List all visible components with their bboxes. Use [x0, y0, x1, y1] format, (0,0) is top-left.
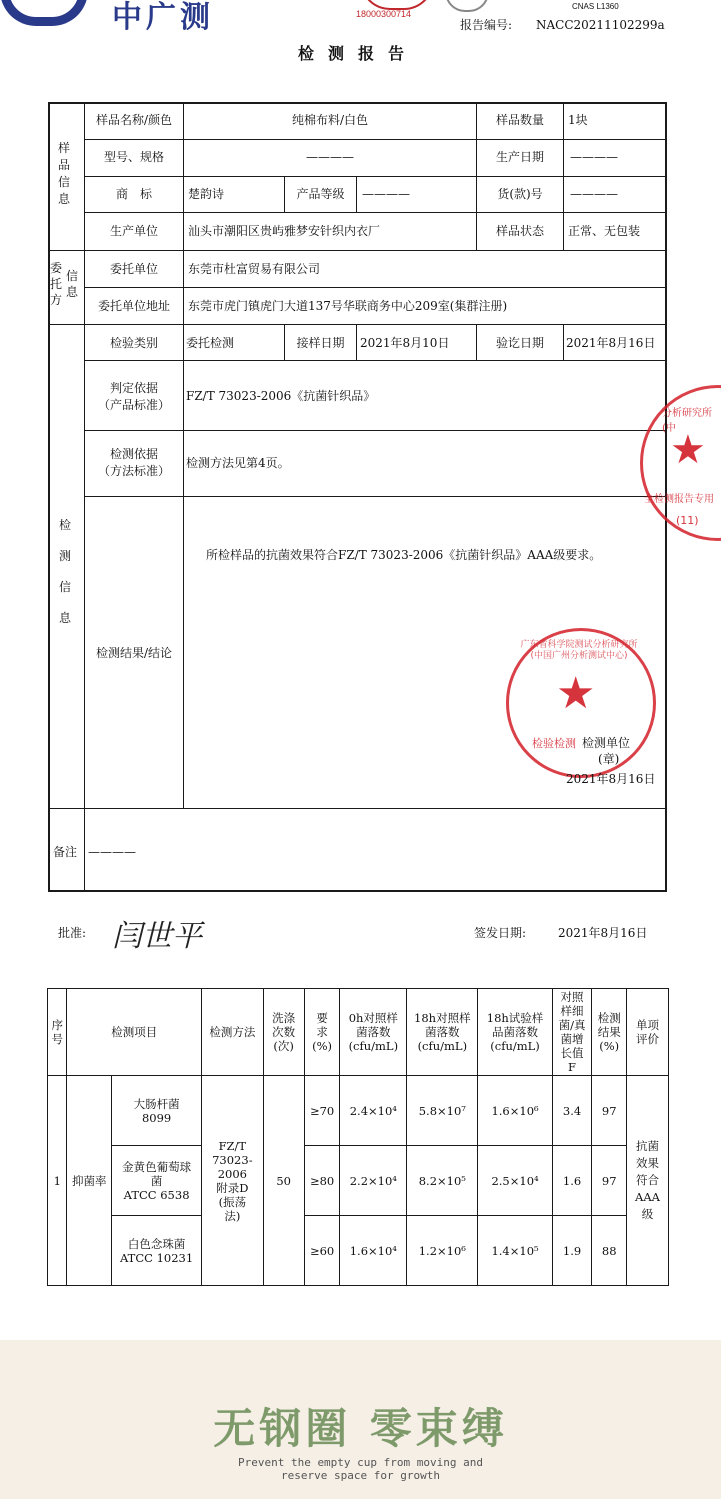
brand-label: 商 标: [115, 187, 152, 201]
remarks-value: ————: [88, 845, 136, 859]
basis-value: FZ/T 73023-2006《抗菌针织品》: [186, 389, 376, 403]
organism-cell: [112, 1216, 202, 1286]
method-label: 检测依据: [109, 447, 158, 461]
header-cell: 检测项目: [67, 989, 202, 1076]
form-border-left: [48, 102, 50, 892]
organism-strain: 8099: [141, 1110, 172, 1125]
h18t-cell: 1.4×10⁵: [478, 1216, 552, 1286]
seal-unit-sub: (章): [598, 752, 620, 766]
test-type-label: 检验类别: [109, 336, 158, 350]
state-label: 样品状态: [495, 224, 544, 238]
hline: [84, 139, 666, 140]
evaluation-cell: 抗菌效果符合AAA级: [627, 1076, 669, 1286]
table-row: [48, 1216, 669, 1286]
req-cell: ≥70: [304, 1076, 340, 1146]
sign-date-value: 2021年8月16日: [558, 926, 648, 940]
client-address-label: 委托单位地址: [97, 299, 170, 313]
vline: [563, 102, 564, 250]
header-cell: 对照样细菌/真菌增长值F: [552, 989, 592, 1076]
grade-value: ————: [362, 187, 410, 201]
client-unit-label: 委托单位: [109, 262, 158, 276]
logo: [0, 0, 230, 35]
page-title: 检测报告: [298, 44, 419, 63]
organism-strain: ATCC 10231: [119, 1250, 194, 1265]
organism-cell: [112, 1076, 202, 1146]
organism-name: 大肠杆菌: [133, 1096, 180, 1111]
model-label: 型号、规格: [103, 150, 164, 164]
seal-unit-label: 检测单位: [582, 736, 631, 750]
header-cell: 序号: [48, 989, 67, 1076]
h0-cell: 2.4×10⁴: [340, 1076, 407, 1146]
organism-cell: [112, 1146, 202, 1216]
producer-value: 汕头市潮阳区贵屿雅梦安针织内衣厂: [188, 224, 381, 238]
f-cell: 3.4: [552, 1076, 592, 1146]
header-cell: 检测方法: [202, 989, 263, 1076]
category-cell: 抑菌率: [67, 1076, 112, 1286]
logo-mark-icon: [0, 0, 88, 26]
hline: [84, 212, 666, 213]
h18c-cell: 8.2×10⁵: [407, 1146, 478, 1216]
edge-seal-text: 分析研究所(中: [662, 408, 712, 434]
mfg-date-label: 生产日期: [495, 150, 544, 164]
sign-date-label: 签发日期:: [474, 926, 527, 940]
brand-value: 楚韵诗: [188, 187, 225, 201]
result-cell: 97: [592, 1076, 627, 1146]
header-cell: 洗涤次数(次): [263, 989, 304, 1076]
row-index: 1: [48, 1076, 67, 1286]
finish-date-value: 2021年8月16日: [566, 336, 656, 350]
hline: [84, 430, 666, 431]
report-no: NACC20211102299a: [536, 18, 665, 32]
vline: [84, 102, 85, 890]
hline: [84, 176, 666, 177]
seal-bottom-text: 检验检测: [532, 737, 576, 750]
edge-star-icon: ★: [670, 427, 706, 473]
header-cell: 单项评价: [627, 989, 669, 1076]
hline: [48, 250, 666, 251]
table-row: [48, 1076, 669, 1146]
client-group-label-b: 信息: [66, 269, 79, 299]
f-cell: 1.9: [552, 1216, 592, 1286]
sample-name-value: 纯棉布料/白色: [291, 113, 369, 127]
results-table: [47, 988, 669, 1286]
table-header-row: [48, 989, 669, 1076]
header-cell: 检测结果(%): [592, 989, 627, 1076]
h0-cell: 1.6×10⁴: [340, 1216, 407, 1286]
hline: [84, 360, 666, 361]
header-cell: 18h试验样品菌落数(cfu/mL): [478, 989, 552, 1076]
report-no-label: 报告编号:: [460, 18, 513, 32]
state-value: 正常、无包装: [568, 224, 641, 238]
model-value: ————: [306, 150, 354, 164]
h0-cell: 2.2×10⁴: [340, 1146, 407, 1216]
organism-name: 白色念珠菌: [127, 1236, 186, 1251]
form-border-bottom: [48, 890, 667, 892]
header-cell: 0h对照样菌落数(cfu/mL): [340, 989, 407, 1076]
test-type-value: 委托检测: [186, 336, 235, 350]
hline: [84, 287, 666, 288]
client-group-label-a: 委托方: [50, 261, 63, 307]
sample-qty-label: 样品数量: [495, 113, 544, 127]
organism-name: 金黄色葡萄球菌: [122, 1159, 192, 1188]
form-border-top: [48, 102, 667, 104]
f-cell: 1.6: [552, 1146, 592, 1216]
star-icon: ★: [556, 668, 596, 719]
cnas-label: CNAS L1360: [572, 2, 619, 11]
edge-seal-num: (11): [676, 514, 699, 527]
article-value: ————: [570, 187, 618, 201]
result-cell: 97: [592, 1146, 627, 1216]
seal-text: 广东省科学院测试分析研究所(中国广州分析测试中心): [520, 640, 638, 661]
h18c-cell: 1.2×10⁶: [407, 1216, 478, 1286]
req-cell: ≥80: [304, 1146, 340, 1216]
sample-group-label: 样品信息: [58, 141, 71, 206]
header-cell: 要求(%): [304, 989, 340, 1076]
result-cell: 88: [592, 1216, 627, 1286]
sample-name-label: 样品名称/颜色: [95, 113, 173, 127]
method-sub-label: （方法标准）: [97, 464, 170, 478]
mfg-date-value: ————: [570, 150, 618, 164]
table-row: [48, 1146, 669, 1216]
vline: [356, 324, 357, 360]
promo-subtitle-line1: Prevent the empty cup from moving and: [237, 1456, 484, 1469]
req-cell: ≥60: [304, 1216, 340, 1286]
test-group-label: 检测信息: [59, 518, 72, 625]
h18t-cell: 1.6×10⁶: [478, 1076, 552, 1146]
organism-strain: ATCC 6538: [123, 1187, 190, 1202]
hline: [48, 808, 666, 809]
basis-sub-label: （产品标准）: [97, 398, 170, 412]
vline: [356, 176, 357, 212]
basis-label: 判定依据: [109, 381, 158, 395]
producer-label: 生产单位: [109, 224, 158, 238]
grade-label: 产品等级: [296, 187, 345, 201]
article-label: 货(款)号: [497, 187, 543, 201]
cnas-seal-icon: [445, 0, 489, 12]
washes-cell: 50: [263, 1076, 304, 1286]
hline: [84, 496, 666, 497]
edge-seal-bottom: 全检测报告专用: [644, 494, 714, 505]
hline: [48, 324, 666, 325]
receive-date-value: 2021年8月10日: [360, 336, 450, 350]
vline: [563, 324, 564, 360]
remarks-label: 备注: [53, 845, 78, 859]
method-value: 检测方法见第4页。: [186, 456, 290, 470]
client-unit-value: 东莞市杜富贸易有限公司: [188, 262, 321, 276]
result-value: 所检样品的抗菌效果符合FZ/T 73023-2006《抗菌针织品》AAA级要求。: [206, 548, 602, 562]
seal-date: 2021年8月16日: [566, 772, 656, 786]
sample-qty-value: 1块: [568, 113, 588, 127]
header-cell: 18h对照样菌落数(cfu/mL): [407, 989, 478, 1076]
method-cell: FZ/T 73023-2006 附录D (振荡法): [202, 1076, 263, 1286]
logo-text: 中广测: [112, 0, 214, 35]
finish-date-label: 验讫日期: [495, 336, 544, 350]
receive-date-label: 接样日期: [296, 336, 345, 350]
hotline: 18000300714: [356, 9, 412, 19]
h18c-cell: 5.8×10⁷: [407, 1076, 478, 1146]
result-label: 检测结果/结论: [95, 646, 173, 660]
promo-subtitle-line2: reserve space for growth: [281, 1469, 440, 1482]
client-address-value: 东莞市虎门镇虎门大道137号华联商务中心209室(集群注册): [188, 299, 508, 313]
approve-label: 批准:: [58, 926, 87, 940]
promo-slogan: 无钢圈 零束缚: [213, 1404, 508, 1453]
h18t-cell: 2.5×10⁴: [478, 1146, 552, 1216]
signature: 闫世平: [112, 919, 202, 954]
